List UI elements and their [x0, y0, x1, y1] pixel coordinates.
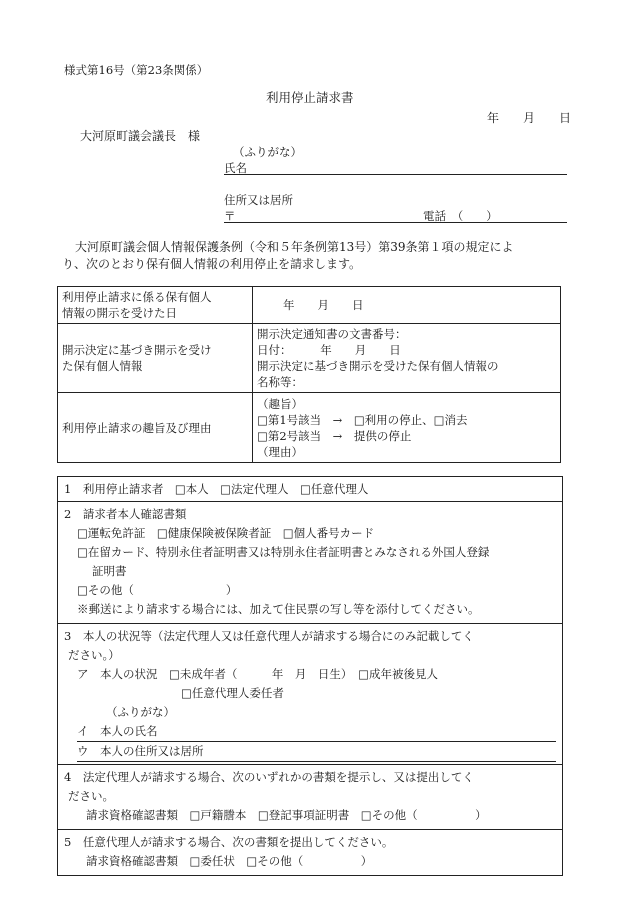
disclosed-info-value[interactable]: 開示決定通知書の文書番号： 日付： 年 月 日 開示決定に基づき開示を受けた保有個人情報の 名称等：: [253, 324, 561, 393]
request-details-table: [57, 286, 561, 463]
id-doc-options-1[interactable]: □運転免許証 □健康保険被保険者証 □個人番号カード: [77, 526, 375, 540]
disclosure-date-row: [58, 287, 561, 324]
checkbox-item-2[interactable]: □第2号該当 → 提供の停止: [257, 428, 412, 443]
form-number: 様式第16号（第23条関係）: [64, 63, 209, 77]
principal-delegator-option[interactable]: □任意代理人委任者: [181, 686, 284, 700]
id-doc-options-2[interactable]: □在留カード、特別永住者証明書又は特別永住者証明書とみなされる外国人登録: [77, 545, 490, 559]
principal-furigana-label: （ふりがな）: [106, 705, 175, 719]
principal-address-label: ウ 本人の住所又は居所: [77, 742, 556, 762]
legal-rep-documents[interactable]: 請求資格確認書類 □戸籍謄本 □登記事項証明書 □その他（ ）: [86, 808, 487, 822]
legal-rep-title-1: 4 法定代理人が請求する場合、次のいずれかの書類を提示し、又は提出してく: [64, 770, 474, 784]
name-label: 氏名: [224, 161, 247, 175]
intro-line-2: り、次のとおり保有個人情報の利用停止を請求します。: [62, 257, 362, 271]
section-id-documents: [58, 501, 562, 623]
requester-info-table: [57, 476, 563, 876]
principal-status-options[interactable]: ア 本人の状況 □未成年者（ 年 月 日生） □成年被後見人: [77, 667, 438, 681]
name-field[interactable]: [224, 174, 567, 175]
address-label: 住所又は居所: [224, 193, 293, 207]
phone-label: 電話 （ ）: [423, 209, 498, 223]
checkbox-item-1[interactable]: □第1号該当 → □利用の停止、□消去: [257, 412, 468, 427]
date-line[interactable]: 年 月 日: [487, 111, 572, 125]
address-field[interactable]: [224, 222, 567, 223]
section-requester-type: [58, 477, 562, 501]
disclosure-date-label: 利用停止請求に係る保有個人 情報の開示を受けた日: [58, 287, 253, 324]
principal-name-label: イ 本人の氏名: [77, 722, 556, 742]
purpose-reason-row: [58, 393, 561, 463]
purpose-reason-value[interactable]: （趣旨） □第1号該当 → □利用の停止、□消去 □第2号該当 → 提供の停止 （理由）: [253, 393, 561, 463]
disclosed-info-row: [58, 324, 561, 393]
requester-type-options[interactable]: 1 利用停止請求者 □本人 □法定代理人 □任意代理人: [64, 482, 369, 496]
id-doc-other[interactable]: □その他（ ）: [77, 583, 238, 597]
mail-note: ※郵送により請求する場合には、加えて住民票の写し等を添付してください。: [77, 602, 480, 616]
section-voluntary-agent: [58, 829, 562, 875]
voluntary-agent-title: 5 任意代理人が請求する場合、次の書類を提出してください。: [64, 835, 394, 849]
furigana-label: （ふりがな）: [233, 145, 302, 159]
addressee: 大河原町議会議長 様: [80, 129, 201, 143]
disclosure-date-value[interactable]: 年 月 日: [253, 287, 561, 324]
document-title: 利用停止請求書: [266, 90, 354, 105]
principal-status-title-2: ださい。）: [68, 648, 120, 662]
voluntary-agent-documents[interactable]: 請求資格確認書類 □委任状 □その他（ ）: [86, 854, 373, 868]
id-doc-options-2-cont: 証明書: [92, 564, 127, 578]
principal-status-title-1: 3 本人の状況等（法定代理人又は任意代理人が請求する場合にのみ記載してく: [64, 629, 474, 643]
intro-line-1: 大河原町議会個人情報保護条例（令和５年条例第13号）第39条第１項の規定によ: [75, 240, 514, 254]
legal-rep-title-2: ださい。: [68, 789, 114, 803]
disclosed-info-label: 開示決定に基づき開示を受け た保有個人情報: [58, 324, 253, 393]
section-principal-status: [58, 623, 562, 764]
purpose-reason-label: 利用停止請求の趣旨及び理由: [58, 393, 253, 463]
postal-mark: 〒: [224, 209, 236, 223]
section-legal-representative: [58, 764, 562, 829]
id-documents-title: 2 請求者本人確認書類: [64, 507, 187, 521]
